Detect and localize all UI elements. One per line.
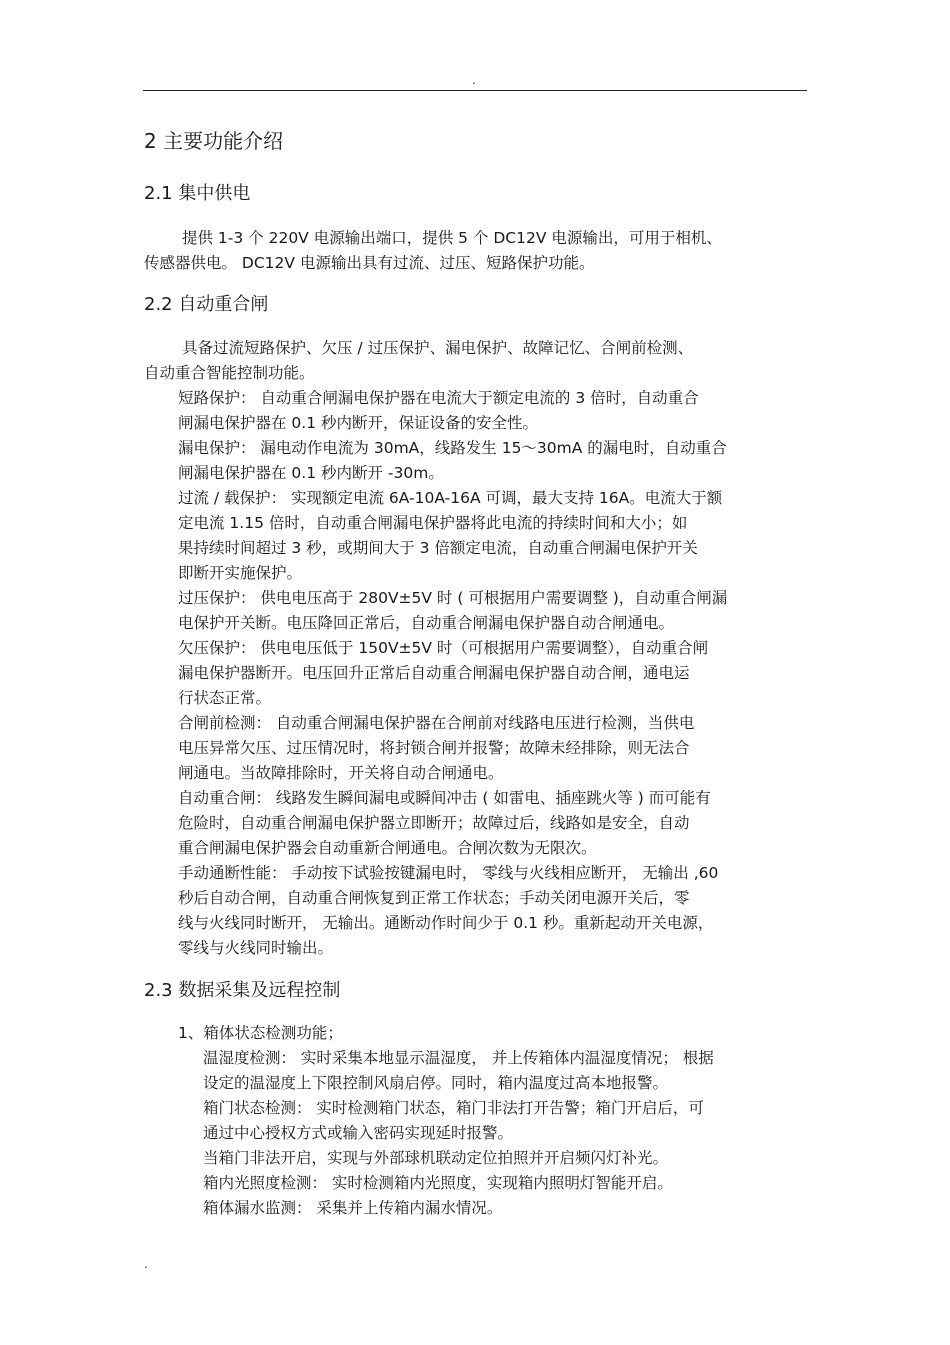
s22-line: 线与火线同时断开， 无输出。通断动作时间少于 0.1 秒。重新起动开关电源， (178, 914, 714, 932)
s22-line: 过压保护： 供电电压高于 280V±5V 时 ( 可根据用户需要调整 )，自动重合闸漏 (178, 589, 728, 607)
s22-line: 危险时，自动重合闸漏电保护器立即断开；故障过后，线路如是安全，自动 (178, 814, 690, 832)
s22-line: 闸漏电保护器在 0.1 秒内断开，保证设备的安全性。 (178, 414, 539, 432)
s22-line: 零线与火线同时输出。 (178, 939, 334, 957)
header-mark: . (472, 73, 476, 87)
s22-line: 自动重合闸： 线路发生瞬间漏电或瞬间冲击 ( 如雷电、插座跳火等 ) 而可能有 (178, 789, 711, 807)
s22-line: 即断开实施保护。 (178, 564, 303, 582)
s23-subheading: 1、箱体状态检测功能； (178, 1024, 343, 1042)
s22-line: 欠压保护： 供电电压低于 150V±5V 时（可根据用户需要调整），自动重合闸 (178, 639, 709, 657)
s22-line: 短路保护： 自动重合闸漏电保护器在电流大于额定电流的 3 倍时，自动重合 (178, 389, 699, 407)
s23-line: 设定的温湿度上下限控制风扇启停。同时，箱内温度过高本地报警。 (203, 1074, 669, 1092)
s22-line: 秒后自动合闸，自动重合闸恢复到正常工作状态；手动关闭电源开关后，零 (178, 889, 690, 907)
footer-mark: . (144, 1257, 148, 1271)
s22-line: 漏电保护： 漏电动作电流为 30mA，线路发生 15～30mA 的漏电时，自动重合 (178, 439, 727, 457)
s23-line: 箱体漏水监测： 采集并上传箱内漏水情况。 (203, 1199, 503, 1217)
s22-line: 合闸前检测： 自动重合闸漏电保护器在合闸前对线路电压进行检测，当供电 (178, 714, 695, 732)
section-2-title: 2 主要功能介绍 (144, 129, 284, 153)
s23-line: 温湿度检测： 实时采集本地显示温湿度， 并上传箱体内温湿度情况； 根据 (203, 1049, 714, 1067)
s22-intro-2: 自动重合智能控制功能。 (144, 364, 315, 382)
s21-line-1: 提供 1-3 个 220V 电源输出端口，提供 5 个 DC12V 电源输出，可用于相机、 (182, 229, 722, 247)
s22-line: 闸通电。当故障排除时，开关将自动合闸通电。 (178, 764, 504, 782)
s22-line: 电保护开关断。电压降回正常后，自动重合闸漏电保护器自动合闸通电。 (178, 614, 675, 632)
s22-line: 电压异常欠压、过压情况时，将封锁合闸并报警；故障未经排除，则无法合 (178, 739, 690, 757)
s23-line: 箱内光照度检测： 实时检测箱内光照度，实现箱内照明灯智能开启。 (203, 1174, 673, 1192)
section-2-1-title: 2.1 集中供电 (144, 183, 251, 204)
s22-line: 过流 / 载保护： 实现额定电流 6A-10A-16A 可调，最大支持 16A。电流大于额 (178, 489, 723, 507)
section-2-3-title: 2.3 数据采集及远程控制 (144, 980, 341, 1001)
s22-line: 行状态正常。 (178, 689, 272, 707)
s22-line: 定电流 1.15 倍时，自动重合闸漏电保护器将此电流的持续时间和大小；如 (178, 514, 688, 532)
s22-intro-1: 具备过流短路保护、欠压 / 过压保护、漏电保护、故障记忆、合闸前检测、 (182, 339, 694, 357)
s23-line: 箱门状态检测： 实时检测箱门状态，箱门非法打开告警；箱门开启后，可 (203, 1099, 704, 1117)
s22-line: 闸漏电保护器在 0.1 秒内断开 -30m。 (178, 464, 444, 482)
header-rule (143, 90, 807, 91)
s21-line-2: 传感器供电。 DC12V 电源输出具有过流、过压、短路保护功能。 (144, 254, 595, 272)
s22-line: 手动通断性能： 手动按下试验按键漏电时， 零线与火线相应断开， 无输出 ,60 (178, 864, 719, 882)
s23-line: 通过中心授权方式或输入密码实现延时报警。 (203, 1124, 514, 1142)
section-2-2-title: 2.2 自动重合闸 (144, 294, 269, 315)
s22-line: 漏电保护器断开。电压回升正常后自动重合闸漏电保护器自动合闸，通电运 (178, 664, 690, 682)
s23-line: 当箱门非法开启，实现与外部球机联动定位拍照并开启频闪灯补光。 (203, 1149, 669, 1167)
s22-line: 重合闸漏电保护器会自动重新合闸通电。合闸次数为无限次。 (178, 839, 597, 857)
s22-line: 果持续时间超过 3 秒，或期间大于 3 倍额定电流，自动重合闸漏电保护开关 (178, 539, 698, 557)
